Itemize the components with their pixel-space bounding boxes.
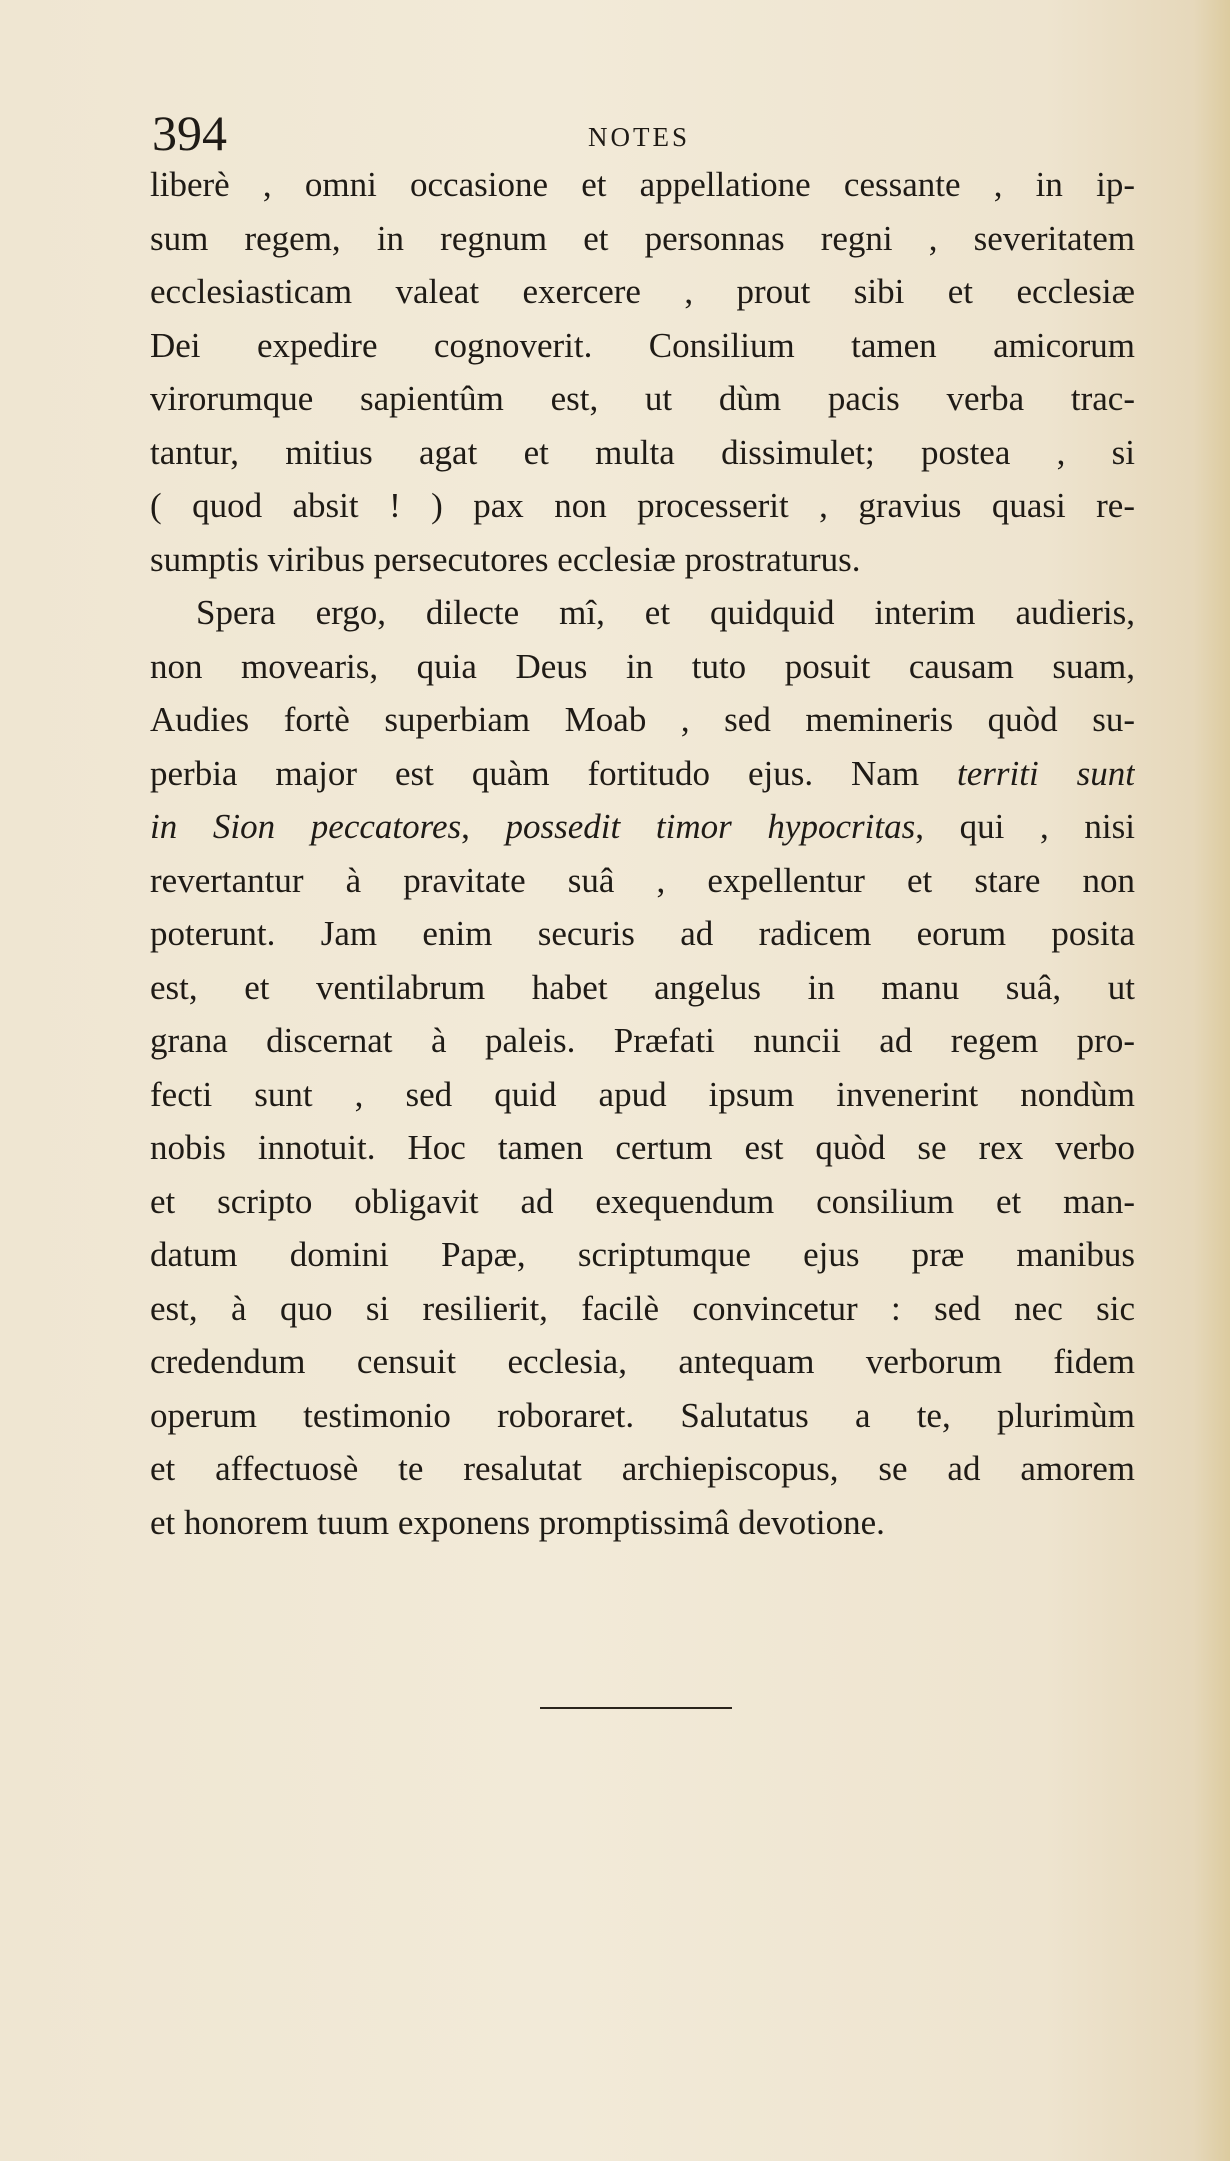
section-divider xyxy=(540,1707,732,1709)
paragraph-end-line: et honorem tuum exponens promptissimâ devotione. xyxy=(150,1502,885,1542)
text-line: operum testimonio roboraret. Salutatus a te, plurimùm xyxy=(150,1395,1135,1435)
paragraph-start-line: Spera ergo, dilecte mî, et quidquid interim audieris, xyxy=(196,593,1135,632)
text-line: ecclesiasticam valeat exercere , prout sibi et ecclesiæ xyxy=(150,272,1135,311)
text-line: et scripto obligavit ad exequendum consilium et man- xyxy=(150,1181,1135,1221)
running-head xyxy=(148,105,1133,161)
text-line: nobis innotuit. Hoc tamen certum est quòd se rex verbo xyxy=(150,1128,1135,1167)
text-run: , xyxy=(461,807,506,846)
text-line: datum domini Papæ, scriptumque ejus præ manibus xyxy=(150,1235,1135,1274)
text-line: tantur, mitius agat et multa dissimulet; postea , si xyxy=(150,432,1135,472)
text-line: est, à quo si resilierit, facilè convincetur : sed nec sic xyxy=(150,1288,1135,1328)
text-line: credendum censuit ecclesia, antequam verborum fidem xyxy=(150,1342,1135,1381)
text-line: fecti sunt , sed quid apud ipsum invenerint nondùm xyxy=(150,1074,1135,1114)
text-line: liberè , omni occasione et appellatione cessante , in ip- xyxy=(150,165,1135,204)
text-line: et affectuosè te resalutat archiepiscopus, se ad amorem xyxy=(150,1449,1135,1488)
text-run: , qui , nisi xyxy=(915,807,1135,846)
text-line: non movearis, quia Deus in tuto posuit causam suam, xyxy=(150,646,1135,686)
paragraph-end-line: sumptis viribus persecutores ecclesiæ prostraturus. xyxy=(150,539,861,579)
running-title: NOTES xyxy=(588,122,690,152)
text-line-mixed xyxy=(150,747,1135,801)
text-line: sum regem, in regnum et personnas regni , severitatem xyxy=(150,218,1135,258)
italic-run: territi sunt xyxy=(957,753,1135,793)
page-number: 394 xyxy=(152,105,227,161)
text-line: virorumque sapientûm est, ut dùm pacis verba trac- xyxy=(150,379,1135,418)
body-text xyxy=(150,158,1135,1549)
text-run: perbia major est quàm fortitudo ejus. Nam xyxy=(150,753,920,793)
text-line: est, et ventilabrum habet angelus in manu suâ, ut xyxy=(150,967,1135,1007)
text-line-mixed xyxy=(150,800,1135,854)
text-line: ( quod absit ! ) pax non processerit , gravius quasi re- xyxy=(150,486,1135,525)
text-line: Dei expedire cognoverit. Consilium tamen amicorum xyxy=(150,325,1135,365)
text-line: revertantur à pravitate suâ , expellentur et stare non xyxy=(150,860,1135,900)
italic-run: possedit timor hypocritas xyxy=(505,807,916,846)
italic-run: in Sion peccatores xyxy=(150,807,462,846)
text-line: poterunt. Jam enim securis ad radicem eorum posita xyxy=(150,914,1135,953)
text-line: Audies fortè superbiam Moab , sed memineris quòd su- xyxy=(150,700,1135,739)
text-line: grana discernat à paleis. Præfati nuncii ad regem pro- xyxy=(150,1021,1135,1060)
